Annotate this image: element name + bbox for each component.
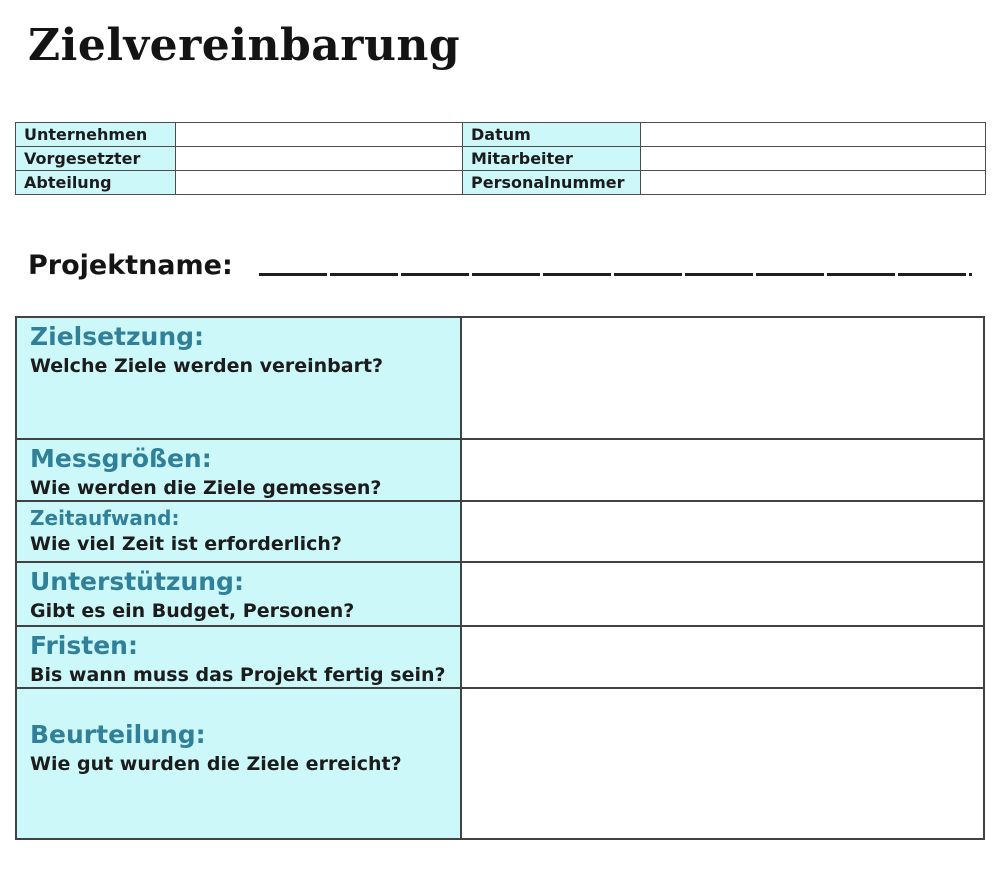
unterstuetzung-heading: Unterstützung: — [30, 567, 244, 596]
input-mitarbeiter[interactable] — [641, 147, 986, 171]
zeitaufwand-answer-cell[interactable] — [462, 502, 983, 561]
zielsetzung-heading: Zielsetzung: — [30, 322, 205, 351]
label-unternehmen: Unternehmen — [16, 123, 176, 147]
beurteilung-heading: Beurteilung: — [30, 720, 206, 749]
beurteilung-label-cell — [17, 689, 462, 838]
project-name-input-line[interactable] — [259, 273, 972, 276]
zeitaufwand-question: Wie viel Zeit ist erforderlich? — [30, 533, 342, 555]
input-vorgesetzter[interactable] — [176, 147, 463, 171]
unterstuetzung-label-cell — [17, 563, 462, 625]
messgroessen-heading: Messgrößen: — [30, 444, 212, 473]
project-name-label: Projektname: — [28, 250, 233, 281]
zeitaufwand-heading: Zeitaufwand: — [30, 506, 180, 530]
table-row-zielsetzung — [17, 318, 983, 438]
messgroessen-answer-cell[interactable] — [462, 440, 983, 500]
table-row — [16, 171, 986, 195]
input-unternehmen[interactable] — [176, 123, 463, 147]
input-personalnummer[interactable] — [641, 171, 986, 195]
beurteilung-answer-cell[interactable] — [462, 689, 983, 838]
table-row-fristen — [17, 625, 983, 687]
page-title: Zielvereinbarung — [28, 20, 461, 71]
label-abteilung: Abteilung — [16, 171, 176, 195]
messgroessen-question: Wie werden die Ziele gemessen? — [30, 476, 382, 499]
table-row-unterstuetzung — [17, 561, 983, 625]
label-personalnummer: Personalnummer — [463, 171, 641, 195]
table-row-messgroessen — [17, 438, 983, 500]
zielsetzung-question: Welche Ziele werden vereinbart? — [30, 354, 384, 377]
zielsetzung-answer-cell[interactable] — [462, 318, 983, 438]
fristen-heading: Fristen: — [30, 631, 138, 660]
table-row-zeitaufwand — [17, 500, 983, 561]
input-datum[interactable] — [641, 123, 986, 147]
fristen-answer-cell[interactable] — [462, 627, 983, 687]
label-mitarbeiter: Mitarbeiter — [463, 147, 641, 171]
label-vorgesetzter: Vorgesetzter — [16, 147, 176, 171]
fristen-question: Bis wann muss das Projekt fertig sein? — [30, 663, 446, 686]
messgroessen-label-cell — [17, 440, 462, 500]
table-row — [16, 147, 986, 171]
info-table — [15, 122, 986, 195]
unterstuetzung-question: Gibt es ein Budget, Personen? — [30, 599, 355, 622]
zielsetzung-label-cell — [17, 318, 462, 438]
table-row-beurteilung — [17, 687, 983, 838]
unterstuetzung-answer-cell[interactable] — [462, 563, 983, 625]
beurteilung-question: Wie gut wurden die Ziele erreicht? — [30, 752, 402, 775]
label-datum: Datum — [463, 123, 641, 147]
goal-table — [15, 316, 985, 840]
zeitaufwand-label-cell — [17, 502, 462, 561]
table-row — [16, 123, 986, 147]
project-name-row — [28, 250, 972, 281]
input-abteilung[interactable] — [176, 171, 463, 195]
fristen-label-cell — [17, 627, 462, 687]
